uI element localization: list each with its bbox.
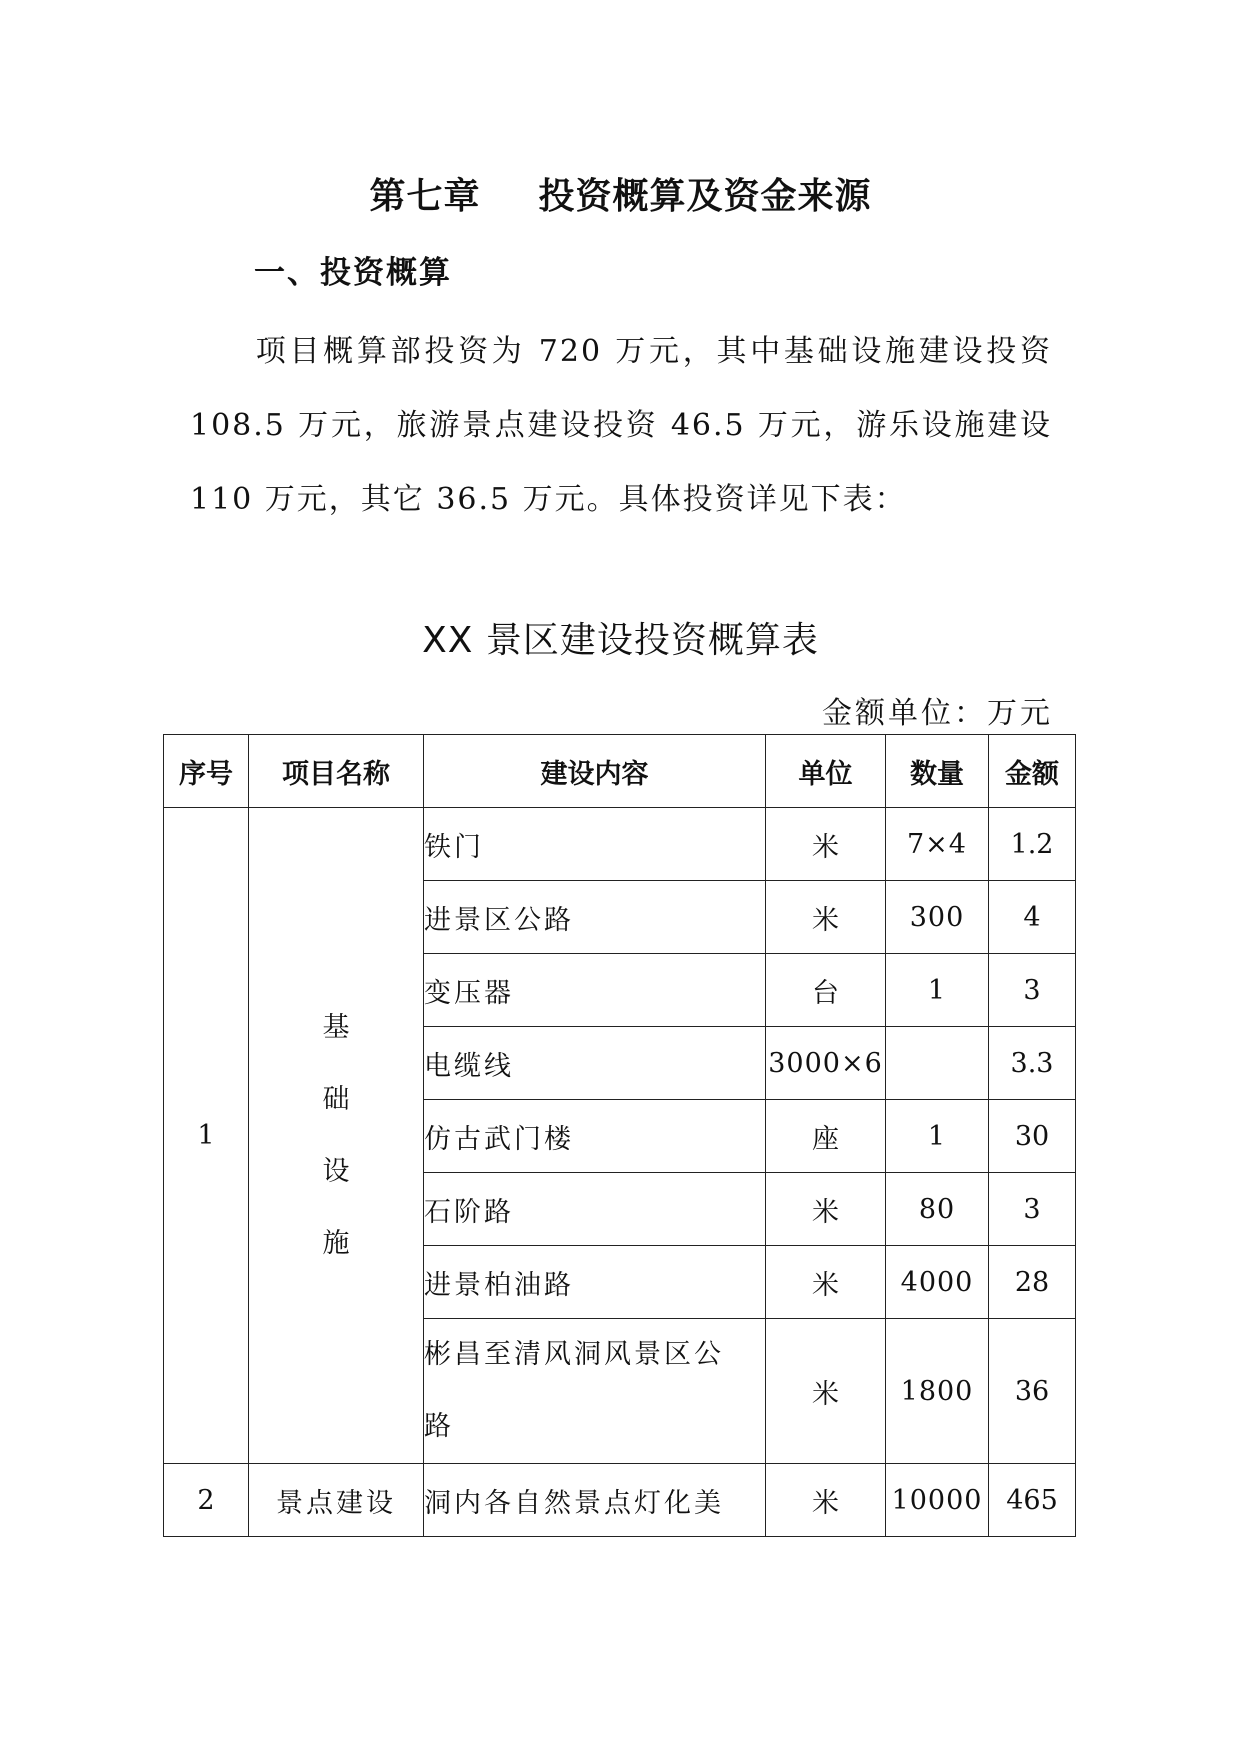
chapter-title: [0, 168, 1241, 219]
row-amount: 4: [989, 881, 1076, 954]
row-qty: 10000: [886, 1464, 989, 1537]
budget-table: [163, 734, 1076, 1537]
row-amount: 30: [989, 1100, 1076, 1173]
unit-note: 金额单位：万元: [822, 696, 1053, 731]
chapter-number: 第七章: [369, 176, 481, 217]
row-amount: 465: [989, 1464, 1076, 1537]
intro-paragraph-text: 项目概算部投资为 720 万元，其中基础设施建设投资 108.5 万元，旅游景点建设投资 46.5 万元，游乐设施建设 110 万元，其它 36.5 万元。具体投资详见下表：: [190, 334, 1052, 517]
row-unit: 米: [766, 1319, 886, 1464]
group1-name-char: 施: [322, 1227, 350, 1259]
row-qty: 80: [886, 1173, 989, 1246]
row-qty: 300: [886, 881, 989, 954]
table-header-row: [164, 735, 1076, 808]
row-content: 进景柏油路: [424, 1246, 766, 1319]
row-amount: 28: [989, 1246, 1076, 1319]
header-seq: 序号: [164, 735, 249, 808]
row-unit: 米: [766, 808, 886, 881]
row-content: 铁门: [424, 808, 766, 881]
row-unit: 米: [766, 1246, 886, 1319]
group1-name-char: 基: [322, 1011, 350, 1043]
section-heading: 一、投资概算: [254, 255, 452, 291]
header-amount: 金额: [989, 735, 1076, 808]
row-unit: 米: [766, 881, 886, 954]
row-qty: 1: [886, 1100, 989, 1173]
row-unit: 米: [766, 1173, 886, 1246]
table-row: [164, 1464, 1076, 1537]
group1-seq: 1: [164, 808, 249, 1464]
group1-name-char: 设: [322, 1155, 350, 1187]
row-amount: 3: [989, 1173, 1076, 1246]
row-qty: 1800: [886, 1319, 989, 1464]
table-title: XX 景区建设投资概算表: [422, 620, 819, 661]
row-amount: 3: [989, 954, 1076, 1027]
row-content: [424, 1319, 766, 1464]
row-qty: 1: [886, 954, 989, 1027]
row-amount: 36: [989, 1319, 1076, 1464]
row-unit: 米: [766, 1464, 886, 1537]
row-qty: [886, 1027, 989, 1100]
row-qty: 4000: [886, 1246, 989, 1319]
intro-paragraph: [190, 315, 1052, 537]
row-amount: 1.2: [989, 808, 1076, 881]
group1-name: [249, 808, 424, 1464]
row-qty: 7×4: [886, 808, 989, 881]
row-content: 石阶路: [424, 1173, 766, 1246]
row-content: 进景区公路: [424, 881, 766, 954]
group2-seq: 2: [164, 1464, 249, 1537]
chapter-name: 投资概算及资金来源: [538, 176, 872, 217]
header-content: 建设内容: [424, 735, 766, 808]
row-unit: 台: [766, 954, 886, 1027]
row-unit: 3000×6: [766, 1027, 886, 1100]
row-content: 仿古武门楼: [424, 1100, 766, 1173]
header-unit: 单位: [766, 735, 886, 808]
row-content-line: 彬昌至清风洞风景区公: [424, 1339, 724, 1370]
table-row: [164, 808, 1076, 881]
row-content-line: 路: [424, 1411, 454, 1442]
row-unit: 座: [766, 1100, 886, 1173]
group2-name: 景点建设: [249, 1464, 424, 1537]
row-content: 电缆线: [424, 1027, 766, 1100]
header-qty: 数量: [886, 735, 989, 808]
header-name: 项目名称: [249, 735, 424, 808]
group1-name-char: 础: [322, 1083, 350, 1115]
row-content: 变压器: [424, 954, 766, 1027]
row-amount: 3.3: [989, 1027, 1076, 1100]
row-content: 洞内各自然景点灯化美: [424, 1464, 766, 1537]
